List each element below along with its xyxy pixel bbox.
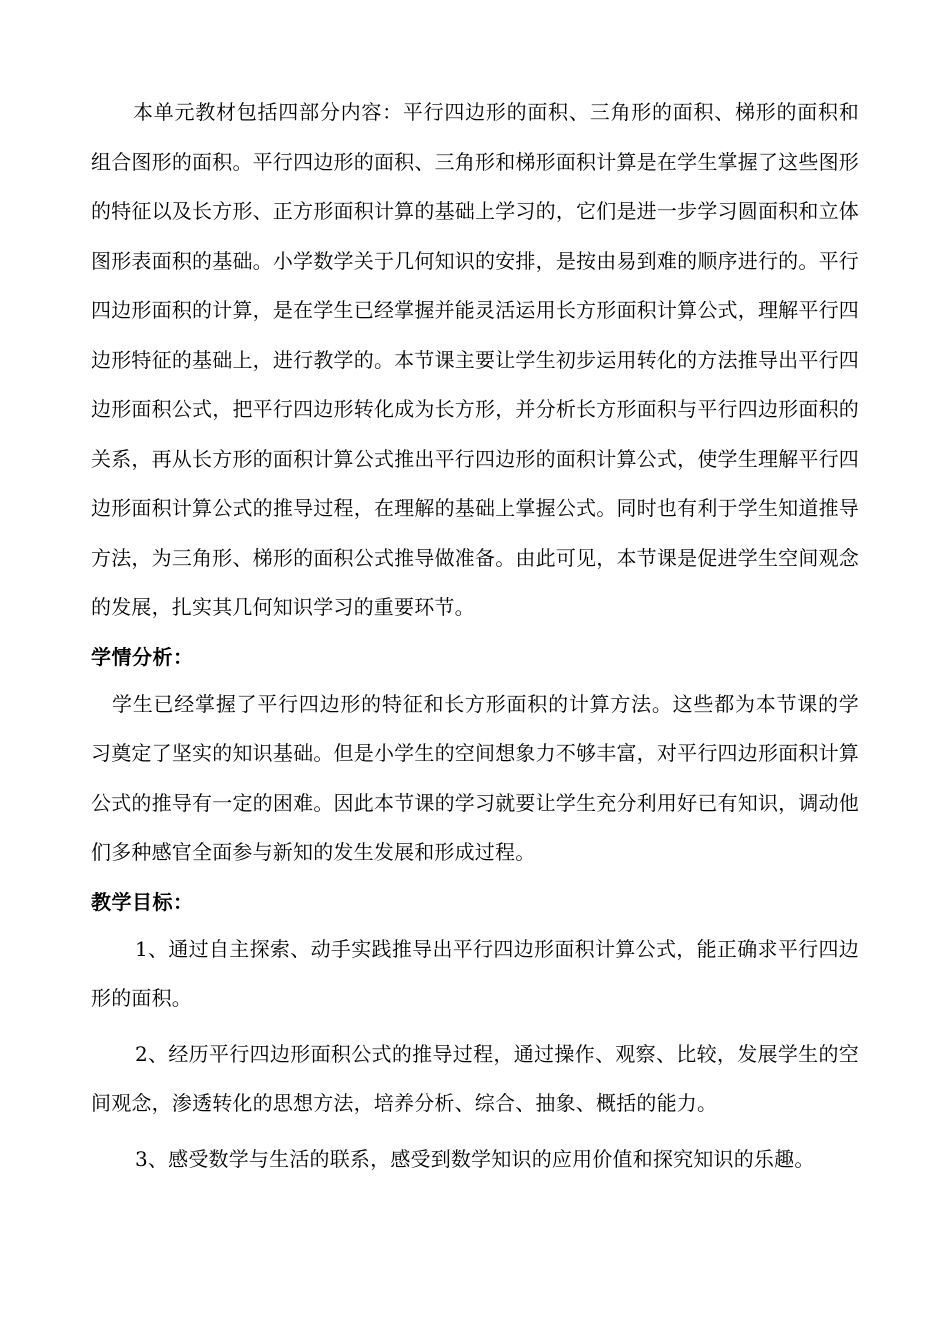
document-body xyxy=(91,88,859,1190)
objective-item-3: 3、感受数学与生活的联系，感受到数学知识的应用价值和探究知识的乐趣。 xyxy=(135,1146,815,1171)
intro-paragraph: 本单元教材包括四部分内容：平行四边形的面积、三角形的面积、梯形的面积和组合图形的面积。平行四边形的面积、三角形和梯形面积计算是在学生掌握了这些图形的特征以及长方形、正方形面积计算的基础上学习的，它们是进一步学习圆面积和立体图形表面积的基础。小学数学关于几何知识的安排，是按由易到难的顺序进行的。平行四边形面积的计算，是在学生已经掌握并能灵活运用长方形面积计算公式，理解平行四边形特征的基础上，进行教学的。本节课主要让学生初步运用转化的方法推导出平行四边形面积公式，把平行四边形转化成为长方形，并分析长方形面积与平行四边形面积的关系，再从长方形的面积计算公式推出平行四边形的面积计算公式，使学生理解平行四边形面积计算公式的推导过程，在理解的基础上掌握公式。同时也有利于学生知道推导方法，为三角形、梯形的面积公式推导做准备。由此可见，本节课是促进学生空间观念的发展，扎实其几何知识学习的重要环节。 xyxy=(91,100,859,619)
objective-item-2: 2、经历平行四边形面积公式的推导过程，通过操作、观察、比较，发展学生的空间观念，渗透转化的思想方法，培养分析、综合、抽象、概括的能力。 xyxy=(91,1041,859,1115)
objective-item-1: 1、通过自主探索、动手实践推导出平行四边形面积计算公式，能正确求平行四边形的面积。 xyxy=(91,936,859,1010)
learning-analysis-paragraph: 学生已经掌握了平行四边形的特征和长方形面积的计算方法。这些都为本节课的学习奠定了坚实的知识基础。但是小学生的空间想象力不够丰富，对平行四边形面积计算公式的推导有一定的困难。因此本节课的学习就要让学生充分利用好已有知识，调动他们多种感官全面参与新知的发生发展和形成过程。 xyxy=(91,691,859,864)
learning-analysis-heading: 学情分析： xyxy=(91,644,194,669)
teaching-objectives-heading: 教学目标： xyxy=(91,889,194,914)
